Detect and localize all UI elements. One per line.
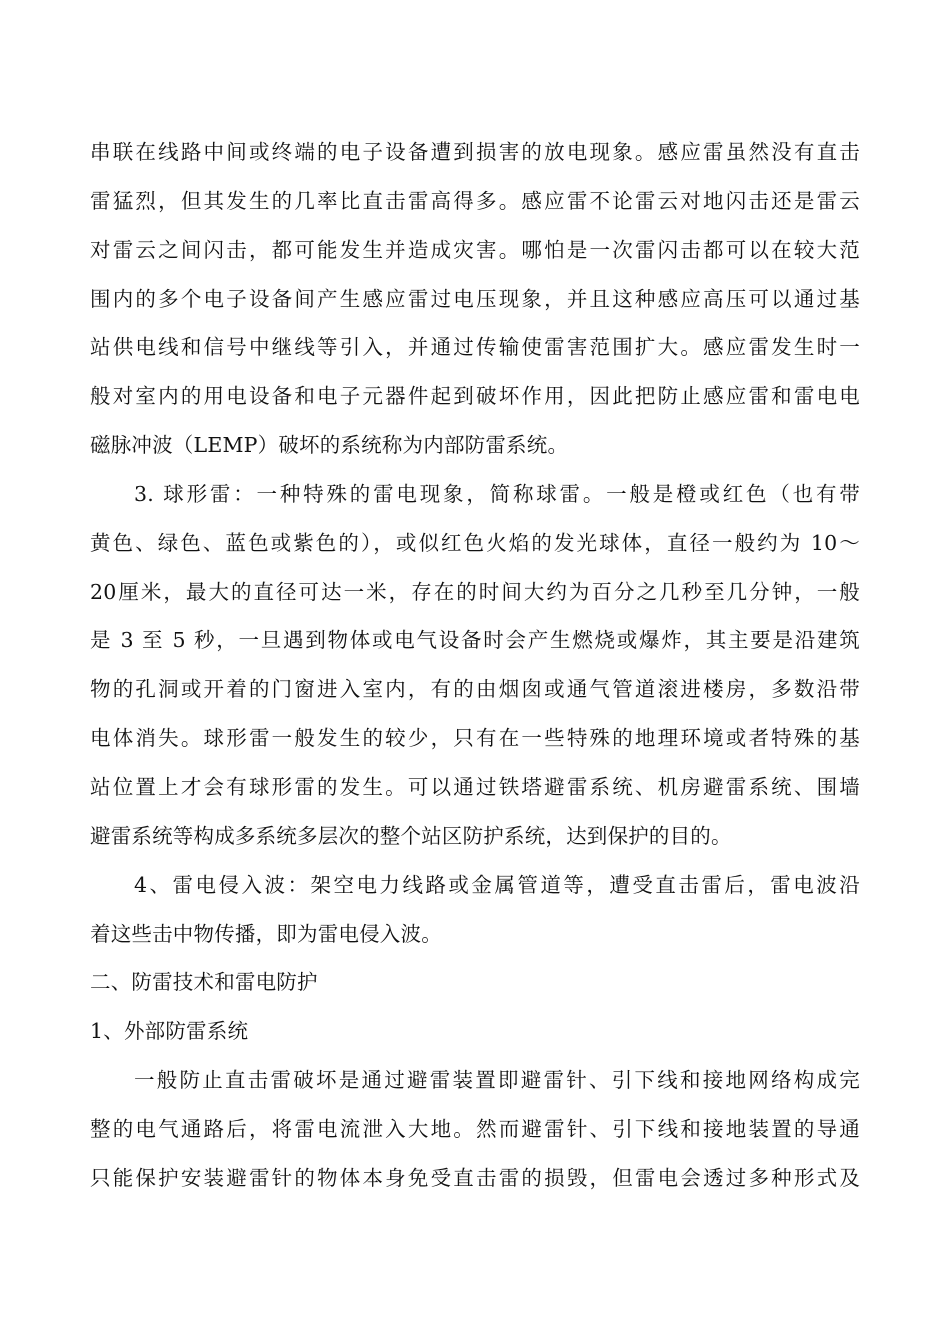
text-line: 串联在线路中间或终端的电子设备遭到损害的放电现象。感应雷虽然没有直击 [90, 140, 860, 164]
text-line: 4、雷电侵入波：架空电力线路或金属管道等，遭受直击雷后，雷电波沿 [134, 872, 860, 897]
text-line: 着这些击中物传播，即为雷电侵入波。 [90, 921, 442, 946]
text-line: 磁脉冲波（LEMP）破坏的系统称为内部防雷系统。 [90, 433, 569, 458]
text-line: 电体消失。球形雷一般发生的较少，只有在一些特殊的地理环境或者特殊的基 [90, 726, 860, 751]
text-line: 围内的多个电子设备间产生感应雷过电压现象，并且这种感应高压可以通过基 [90, 286, 860, 311]
text-line: 一般防止直击雷破坏是通过避雷装置即避雷针、引下线和接地网络构成完 [134, 1068, 860, 1093]
subsection-heading: 1、外部防雷系统 [90, 1019, 249, 1044]
text-line: 雷猛烈，但其发生的几率比直击雷高得多。感应雷不论雷云对地闪击还是雷云 [90, 188, 860, 213]
text-line: 对雷云之间闪击，都可能发生并造成灾害。哪怕是一次雷闪击都可以在较大范 [90, 237, 860, 262]
text-line: 站位置上才会有球形雷的发生。可以通过铁塔避雷系统、机房避雷系统、围墙 [90, 774, 860, 799]
text-line: 只能保护安装避雷针的物体本身免受直击雷的损毁，但雷电会透过多种形式及 [90, 1165, 860, 1190]
text-line: 是 3 至 5 秒，一旦遇到物体或电气设备时会产生燃烧或爆炸，其主要是沿建筑 [90, 628, 860, 653]
text-line: 3. 球形雷：一种特殊的雷电现象，简称球雷。一般是橙或红色（也有带 [134, 481, 860, 506]
text-line: 站供电线和信号中继线等引入，并通过传输使雷害范围扩大。感应雷发生时一 [90, 335, 860, 360]
text-line: 黄色、绿色、蓝色或紫色的），或似红色火焰的发光球体，直径一般约为 10～ [90, 530, 860, 555]
text-line: 整的电气通路后，将雷电流泄入大地。然而避雷针、引下线和接地装置的导通 [90, 1116, 860, 1141]
text-line: 避雷系统等构成多系统多层次的整个站区防护系统，达到保护的目的。 [90, 823, 732, 848]
text-line: 般对室内的用电设备和电子元器件起到破坏作用，因此把防止感应雷和雷电电 [90, 384, 860, 409]
text-line: 20厘米，最大的直径可达一米，存在的时间大约为百分之几秒至几分钟，一般 [90, 579, 860, 604]
document-body [90, 128, 860, 1203]
text-line: 物的孔洞或开着的门窗进入室内，有的由烟囱或通气管道滚进楼房，多数沿带 [90, 677, 860, 702]
section-heading: 二、防雷技术和雷电防护 [90, 970, 318, 995]
